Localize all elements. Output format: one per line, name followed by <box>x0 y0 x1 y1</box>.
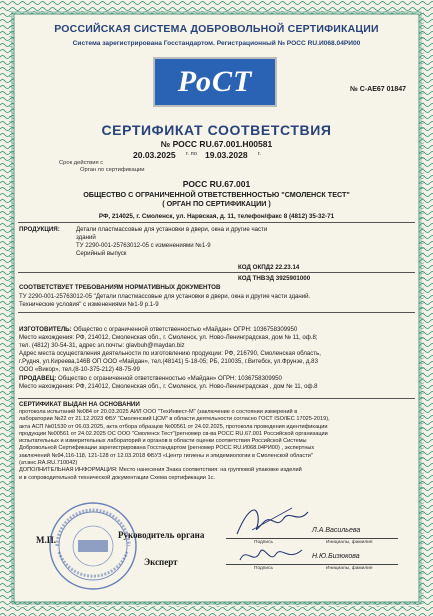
product-line: Детали пластмассовые для установки в двери, окна и другие части <box>76 226 268 233</box>
manufacturer-line <box>19 326 415 334</box>
date-to: 19.03.2028 <box>205 150 248 160</box>
year-suffix: г. <box>258 151 262 157</box>
organ-name-line2: ( ОРГАН ПО СЕРТИФИКАЦИИ ) <box>162 199 271 208</box>
expert-name-caption: Инициалы, фамилия <box>326 566 373 571</box>
head-sign-caption: Подпись <box>254 540 273 545</box>
head-name-line <box>306 538 398 539</box>
organ-name-line1: ОБЩЕСТВО С ОГРАНИЧЕННОЙ ОТВЕТСТВЕННОСТЬЮ "СМОЛЕНСК ТЕСТ" <box>83 190 350 199</box>
okpd-value: 22.23.14 <box>275 264 300 271</box>
basis-line: испытательных и измерительных лабораторий и органов в области оценки соответствия Российской Системы <box>19 438 307 445</box>
manufacturer-name: Общество с ограниченной ответственностью «Майдан» ОГРН: 1036758309950 <box>73 326 298 333</box>
number-value: РОСС RU.67.001.Н00581 <box>172 139 273 149</box>
validity-label: Срок действия с <box>59 160 104 166</box>
certificate-title: СЕРТИФИКАТ СООТВЕТСТВИЯ <box>101 122 332 138</box>
basis-line: продукции №00561 от 24.02.2025 ОС ООО "Смоленск Тест"(регномер св-ва РОСС RU.67.001 Российской организации <box>19 430 328 437</box>
basis-text <box>19 409 415 482</box>
requirements-text <box>19 293 415 309</box>
head-label: Руководитель органа <box>118 530 205 540</box>
tnved-value: 3925901000 <box>275 275 311 282</box>
manufacturer-label: ИЗГОТОВИТЕЛЬ: <box>19 326 72 333</box>
form-serial-number: № С-АЕ67 01847 <box>350 86 407 93</box>
organ-name <box>20 190 413 208</box>
manufacturer-line: г.Рудня, ул.Киреева,146В ОП ООО «Майдан», тел.(48141) 5-18-05; РБ, 210035, г.Витебск, ул.Фрунзе, д.83 <box>19 358 318 366</box>
tnved-code <box>238 275 310 282</box>
expert-name: Н.Ю.Бизюкова <box>312 553 360 560</box>
system-registration: Система зарегистрирована Госстандартом. Регистрационный № РОСС RU.И068.04РИ00 <box>72 40 361 47</box>
okpd-label: КОД ОКПД2 <box>238 264 274 271</box>
manufacturer-line: тел. (4812) 30-54-31, адрес эл.почты: glavbuh@maydan.biz <box>19 342 185 350</box>
additional-info-line: ДОПОЛНИТЕЛЬНАЯ ИНФОРМАЦИЯ: Место нанесения Знака соответствия: на групповой упаковке изделий <box>19 467 302 474</box>
manufacturer-block <box>19 326 415 391</box>
requirements-line: ТУ 2290-001-25763012-05 "Детали пластмассовые для установки в двери, окна и другие части зданий. <box>19 293 311 300</box>
rost-logo <box>153 57 277 107</box>
product-text <box>76 226 406 258</box>
manufacturer-line: ООО «Викор», тел.(8-10-375-212) 48-75-99 <box>19 366 140 374</box>
product-line: ТУ 2290-001-25763012-05 с изменениями №1-9 <box>76 242 211 250</box>
basis-label: СЕРТИФИКАТ ВЫДАН НА ОСНОВАНИИ <box>19 401 140 408</box>
requirements-line: Технические условия" с изменениями №1-9 р.1-9 <box>19 301 159 309</box>
product-label: ПРОДУКЦИЯ: <box>19 226 60 233</box>
divider <box>18 312 415 313</box>
head-name-caption: Инициалы, фамилия <box>326 540 373 545</box>
divider <box>18 272 415 273</box>
number-prefix: № <box>160 139 171 149</box>
okpd-code <box>238 264 299 271</box>
basis-line: Добровольной Сертификации зарегистрирована Госстандартом (регномер РОСС RU.И068.04РИ00) , экспертных <box>19 445 315 452</box>
product-line: зданий <box>76 234 96 242</box>
product-line: Серийный выпуск <box>76 250 127 258</box>
organ-code: РОСС RU.67.001 <box>182 179 251 189</box>
additional-info-line: и в сопроводительной технической документации Схема сертификации 1с. <box>19 474 215 481</box>
head-name: Л.А.Васильева <box>312 527 361 534</box>
date-from: 20.03.2025 <box>133 150 176 160</box>
tnved-label: КОД ТНВЭД <box>238 275 275 282</box>
expert-name-line <box>306 564 398 565</box>
requirements-label: СООТВЕТСТВУЕТ ТРЕБОВАНИЯМ НОРМАТИВНЫХ ДОКУМЕНТОВ <box>19 284 221 291</box>
basis-line: заключений №94,116-118, 121-128 от 12.03.2018 ФБУЗ «Центр гигиены и эпидемиологии в Смоленской области" <box>19 452 313 459</box>
seller-line <box>19 375 415 383</box>
basis-line: (ат.внс.RA.RU.710042) <box>19 460 78 467</box>
certificate-number <box>0 139 433 149</box>
basis-line: акта АСП №01530 от 06.03.2025, акта отбора образцов №00561 от 24.02.2025, протокола проведения идентификации <box>19 423 328 430</box>
basis-line: протокола испытаний №084 от 20.03.2025 АИЛ ООО "ТехИнвест-М" (заключение о состоянии измерений в <box>19 409 298 415</box>
system-title: РОССИЙСКАЯ СИСТЕМА ДОБРОВОЛЬНОЙ СЕРТИФИКАЦИИ <box>54 23 379 35</box>
expert-sign-caption: Подпись <box>254 566 273 571</box>
manufacturer-line: Место нахождения: РФ, 214012, Смоленская обл., г. Смоленск, ул. Ново-Ленинградская, дом № 11, оф.8; <box>19 334 318 342</box>
seller-name: Общество с ограниченной ответственностью «Майдан» ОГРН: 1036758309950 <box>57 374 282 382</box>
organ-seal-stamp <box>47 500 139 592</box>
expert-label: Эксперт <box>144 557 178 567</box>
stamp-mark: М.П. <box>36 535 56 545</box>
seller-label: ПРОДАВЕЦ: <box>19 374 57 382</box>
logo-text: РоСТ <box>177 65 253 98</box>
organ-address: РФ, 214025, г. Смоленск, ул. Нарвская, д. 11, телефон/факс 8 (4812) 35-32-71 <box>98 213 335 220</box>
expert-signature <box>236 540 306 570</box>
divider <box>18 398 415 399</box>
seller-line: Место нахождения: РФ, 214012, Смоленская обл., г. Смоленск, ул. Ново-Ленинградская , дом № 11, оф.8 <box>19 382 318 390</box>
basis-line: лаборатории №22 от 21.12.2023 ФБУ "Смоленский ЦСМ" в области деятельности согласно ГОСТ ISO/IEC 17025-2019), <box>19 416 330 423</box>
divider <box>18 222 415 223</box>
manufacturer-line: Адрес места осуществления деятельности по изготовлению продукции: РФ, 216790, Смоленская область, <box>19 350 321 358</box>
organ-label: Орган по сертификации <box>80 167 145 173</box>
head-signature <box>232 500 312 540</box>
date-to-label: г. по <box>186 151 197 157</box>
